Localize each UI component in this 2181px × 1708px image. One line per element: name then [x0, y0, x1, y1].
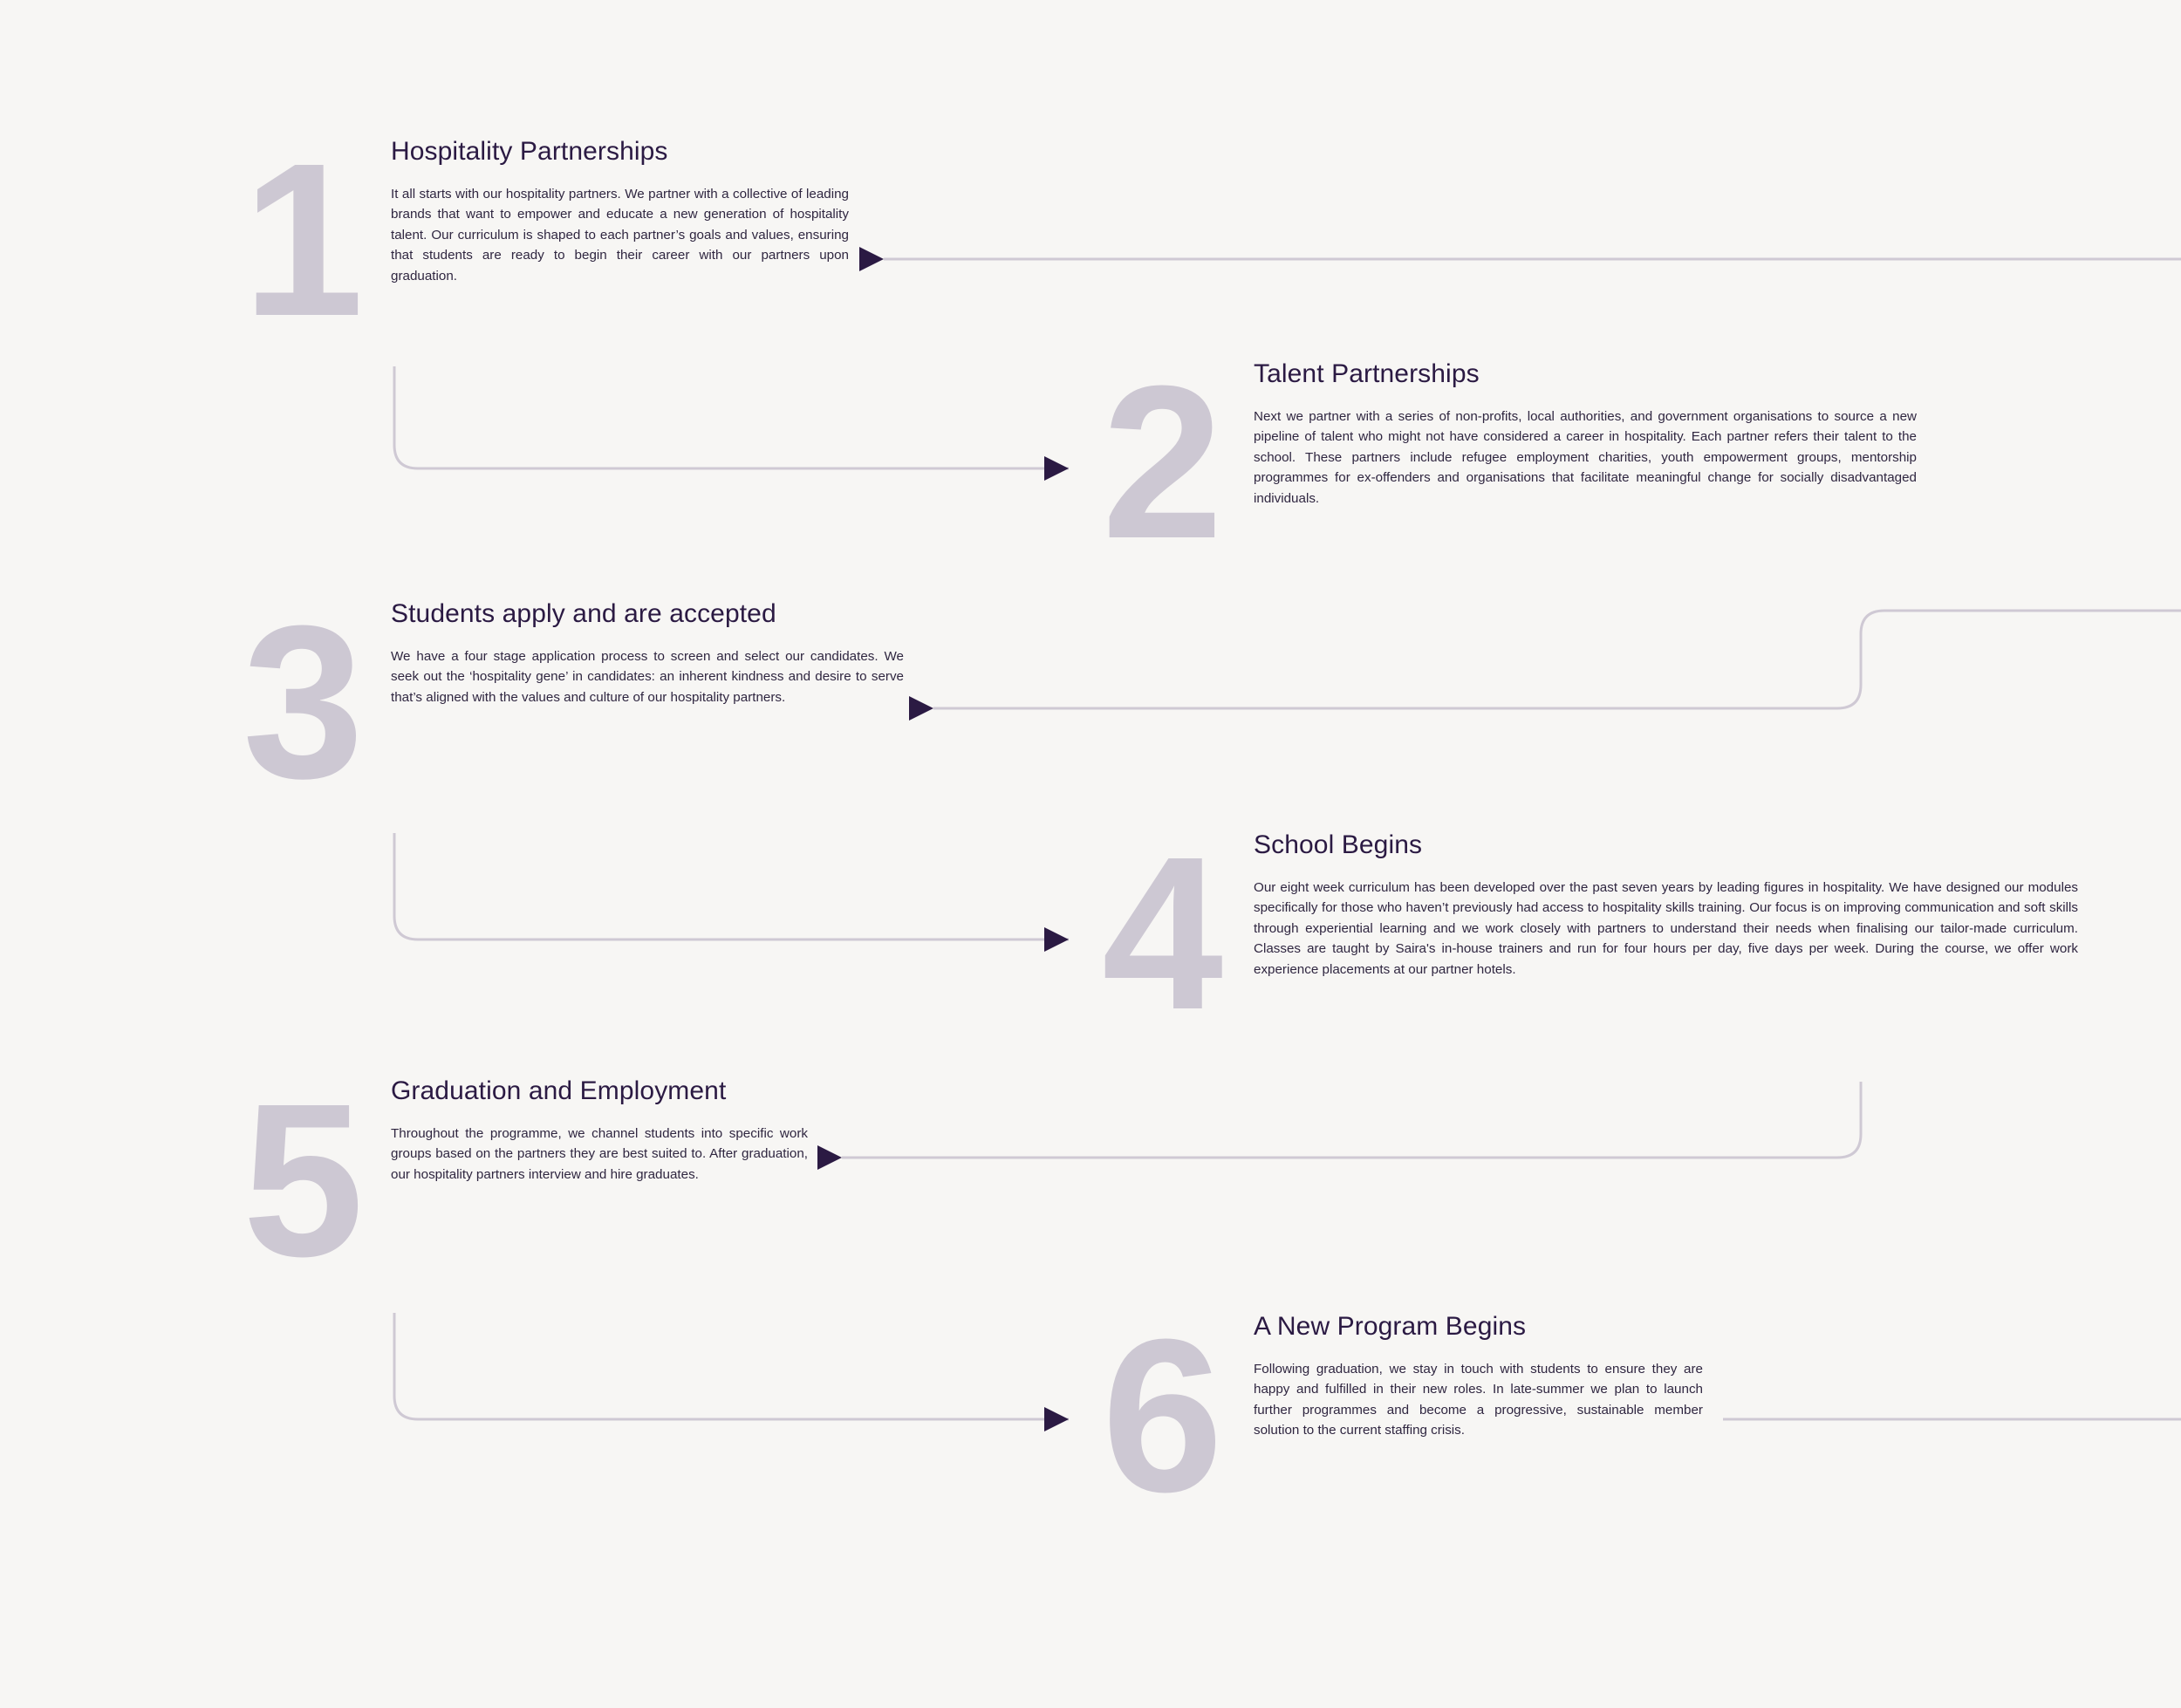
step-1-title: Hospitality Partnerships	[391, 137, 668, 166]
step-6	[1254, 1310, 1703, 1441]
step-1-body: It all starts with our hospitality partners. We partner with a collective of leading brands that want to empower and educate a new generation of hospitality talent. Our curriculum is shaped to each partner’s goals and values, ensuring that students are ready to begin their career with our partners upon graduation.	[391, 186, 849, 284]
step-1	[391, 135, 849, 286]
step-number-5: 5	[243, 1058, 359, 1301]
step-2-body: Next we partner with a series of non-profits, local authorities, and government organisations to source a new pipeline of talent who might not have considered a career in hospitality. Each partner refers their talent to the school. These partners include refugee employment charities, youth empowerment groups, mentorship programmes for ex-offenders and organisations that facilitate meaningful change for socially disadvantaged individuals.	[1254, 408, 1917, 506]
step-number-4: 4	[1102, 811, 1219, 1055]
step-5-title: Graduation and Employment	[391, 1076, 727, 1105]
step-4	[1254, 829, 2078, 980]
step-5-body: Throughout the programme, we channel students into specific work groups based on the partners they are best suited to. After graduation, our hospitality partners interview and hire graduates.	[391, 1125, 808, 1182]
connector-1-to-2	[394, 366, 1069, 468]
step-6-body: Following graduation, we stay in touch with students to ensure they are happy and fulfilled in their new roles. In late-summer we plan to launch further programmes and become a progressive, sustainable member solution to the current staffing crisis.	[1254, 1361, 1703, 1438]
step-3-title: Students apply and are accepted	[391, 599, 776, 628]
connector-4-to-5	[842, 1082, 1861, 1158]
step-3-body: We have a four stage application process to screen and select our candidates. We seek out the ‘hospitality gene’ in candidates: an inherent kindness and desire to serve that’s aligned with the values and culture of our hospitality partners.	[391, 648, 904, 705]
arrowhead-step1	[859, 247, 884, 271]
step-number-2: 2	[1102, 340, 1219, 584]
step-number-6: 6	[1102, 1294, 1219, 1537]
connector-5-to-6	[394, 1313, 1069, 1419]
step-2-title: Talent Partnerships	[1254, 359, 1480, 388]
arrowhead-step2	[1044, 456, 1069, 481]
step-4-title: School Begins	[1254, 830, 1423, 859]
step-number-3: 3	[243, 580, 359, 823]
step-5	[391, 1075, 808, 1185]
step-3	[391, 598, 904, 707]
step-4-body: Our eight week curriculum has been developed over the past seven years by leading figures in hospitality. We have designed our modules specifically for those who haven’t previously had access to hospitality skills training. Our focus is on improving communication and soft skills through experiential learning and we work closely with partners to understand their needs when finalising our tailor-made curriculum. Classes are taught by Saira's in-house trainers and run for four hours per day, five days per week. During the course, we offer work experience placements at our partner hotels.	[1254, 879, 2078, 977]
connector-2-to-3	[933, 611, 2181, 708]
arrowhead-step3	[909, 696, 933, 721]
step-number-1: 1	[243, 118, 359, 361]
step-6-title: A New Program Begins	[1254, 1312, 1527, 1341]
arrowheads	[817, 247, 1069, 1431]
arrowhead-step5	[817, 1145, 842, 1170]
step-2	[1254, 358, 1917, 509]
arrowhead-step4	[1044, 927, 1069, 952]
connector-3-to-4	[394, 833, 1069, 939]
arrowhead-step6	[1044, 1407, 1069, 1431]
